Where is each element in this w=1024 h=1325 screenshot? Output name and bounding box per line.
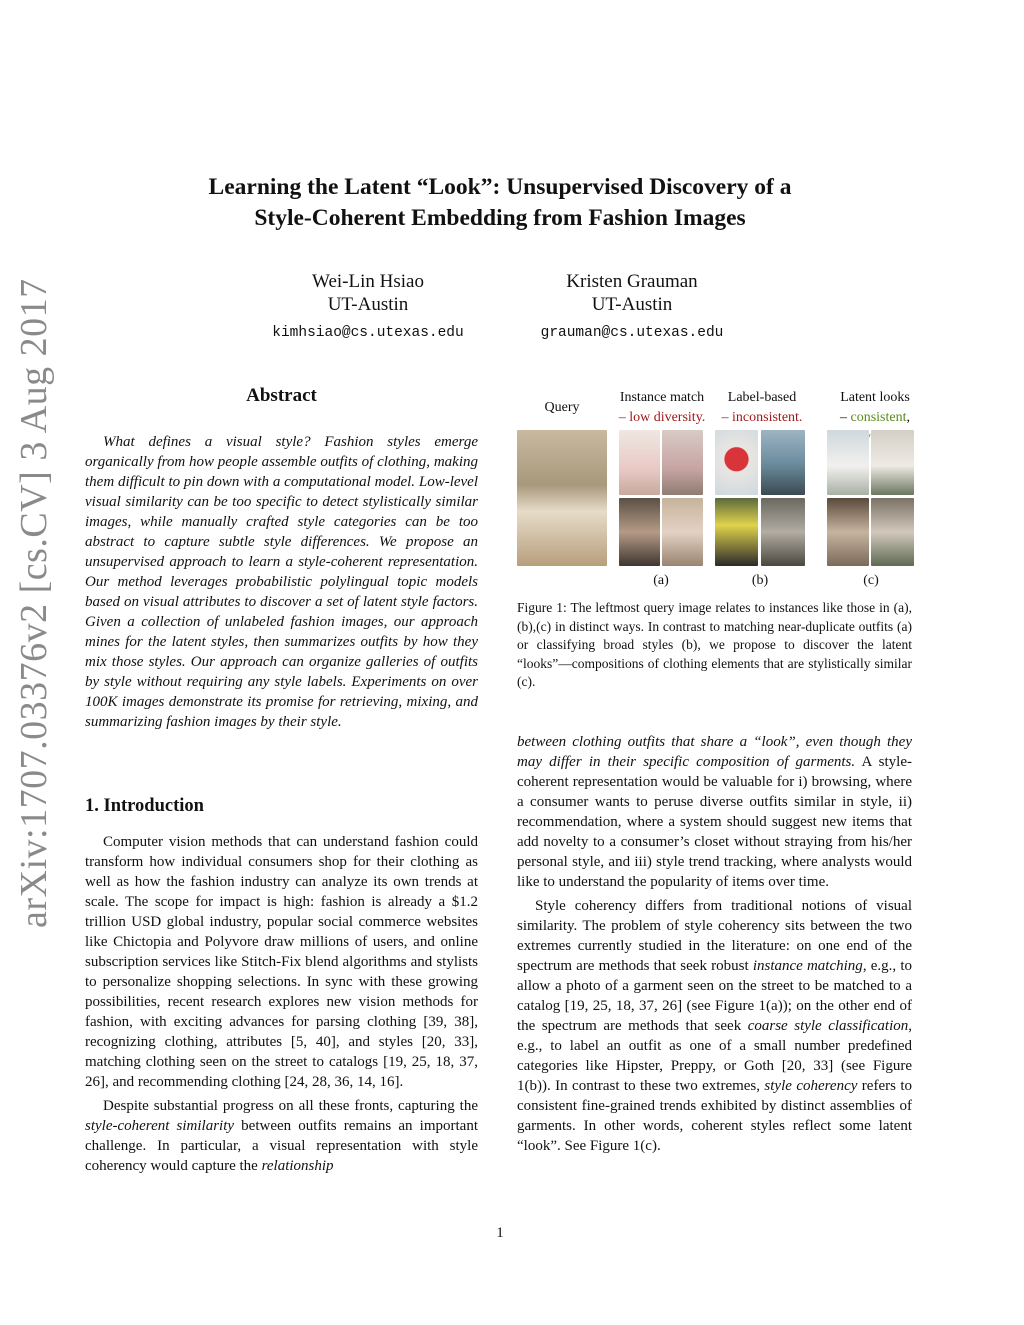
abstract-heading: Abstract bbox=[246, 385, 317, 406]
label-based-image bbox=[715, 430, 758, 495]
paper-title bbox=[0, 172, 1000, 234]
intro-paragraph-3: Style coherency differs from traditional notions of visual similarity. The problem of style coherency sits between the two extremes currently studied in the literature: on one end of the spectrum are methods that seek robust instance matching, e.g., to allow a photo of a garment seen on the street to be matched to a catalog [19, 25, 18, 37, 26] (see Figure 1(a)); on the other end of the spectrum are methods that seek coarse style classification, e.g., to label an outfit as one of a small number predefined categories like Hipster, Preppy, or Goth [20, 33] (see Figure 1(b)). In contrast to these two extremes, style coherency refers to consistent fine-grained trends exhibited by distinct assemblies of garments. In other words, coherent styles reflect some latent “look”. See Figure 1(c). bbox=[517, 898, 913, 1154]
latent-looks-header: Latent looks – consistent, bbox=[840, 390, 910, 425]
latent-look-image bbox=[871, 498, 914, 566]
author-affiliation: UT-Austin bbox=[327, 294, 409, 315]
query-image bbox=[517, 430, 607, 566]
author-email: kimhsiao@cs.utexas.edu bbox=[272, 325, 464, 341]
arxiv-stamp: arXiv:1707.03376v2 [cs.CV] 3 Aug 2017 bbox=[13, 278, 55, 928]
instance-match-header: Instance match – low diversity. bbox=[618, 390, 706, 425]
panel-label-c: (c) bbox=[863, 573, 879, 588]
label-based-header: Label-based – inconsistent. bbox=[721, 390, 803, 425]
author-2 bbox=[502, 270, 762, 345]
intro-right-column bbox=[517, 732, 912, 1156]
label-based-image bbox=[761, 498, 805, 566]
label-based-image bbox=[761, 430, 805, 495]
latent-look-image bbox=[827, 498, 869, 566]
intro-left-column bbox=[85, 832, 478, 1176]
author-affiliation: UT-Austin bbox=[591, 294, 673, 315]
instance-image bbox=[619, 498, 660, 566]
abstract-text: What defines a visual style? Fashion styles emerge organically from how people assemble outfits of clothing, making them difficult to pin down with a computational model. Low-level visual similarity can be too specific to detect stylistically similar images, while manually crafted style categories can be too abstract to capture subtle style differences. We propose an unsupervised approach to learn a style-coherent representation. Our method leverages probabilistic polylingual topic models based on visual attributes to discover a set of latent style factors. Given a collection of unlabeled fashion images, our approach mines for the latent styles, then summarizes outfits by how they mix those styles. Our approach can organize galleries of outfits by style without requiring any style labels. Experiments on over 100K images demonstrate its promise for retrieving, mixing, and summarizing fashion images by their style. bbox=[85, 434, 478, 730]
intro-paragraph-1: Computer vision methods that can understand fashion could transform how individual consumers shop for their clothing as well as how the fashion industry can analyze its own trends at scale. The scope for impact is high: fashion is already a $1.2 trillion USD global industry, popular social commerce websites like Chictopia and Polyvore draw millions of users, and online subscription services like Stitch-Fix blend algorithms and stylists to personalize shopping selections. In sync with these growing possibilities, recent research explores new vision methods for fashion, with exciting advances for parsing clothing [39, 38], recognizing clothing, attributes [5, 40], and styles [20, 33], matching clothing seen on the street to catalogs [19, 25, 18, 37, 26], and recommending clothing [24, 28, 36, 14, 16]. bbox=[85, 834, 478, 1090]
figure-1 bbox=[515, 388, 929, 598]
title-line-2: Style-Coherent Embedding from Fashion Images bbox=[254, 205, 746, 231]
latent-look-image bbox=[871, 430, 914, 495]
author-1 bbox=[238, 270, 498, 345]
latent-look-image bbox=[827, 430, 869, 495]
page-number: 1 bbox=[496, 1225, 504, 1241]
figure-caption: Figure 1: The leftmost query image relates to instances like those in (a),(b),(c) in distinct ways. In contrast to matching near-duplicate outfits (a) or classifying broad styles (b), we propose to discover the latent “looks”—compositions of clothing elements that are stylistically similar (c). bbox=[517, 600, 912, 689]
query-label: Query bbox=[544, 400, 580, 415]
title-line-1: Learning the Latent “Look”: Unsupervised Discovery of a bbox=[208, 174, 792, 200]
introduction-heading: 1. Introduction bbox=[85, 796, 204, 816]
author-name: Wei-Lin Hsiao bbox=[312, 271, 424, 292]
instance-image bbox=[662, 430, 703, 495]
author-email: grauman@cs.utexas.edu bbox=[540, 325, 724, 341]
label-based-image bbox=[715, 498, 758, 566]
intro-paragraph-2: Despite substantial progress on all these fronts, capturing the style-coherent similarity between outfits remains an important challenge. In particular, a visual representation with style coherency would capture the relationship bbox=[85, 1098, 478, 1174]
intro-paragraph-continued: between clothing outfits that share a “look”, even though they may differ in their specific composition of garments. A style-coherent representation would be valuable for i) browsing, where a consumer wants to peruse diverse outfits similar in style, ii) recommendation, where a system should suggest new items that add novelty to a consumer’s closet without straying from his/her personal style, and iii) style trend tracking, where analysts would like to understand the popularity of items over time. bbox=[517, 734, 912, 890]
instance-image bbox=[619, 430, 660, 495]
panel-label-a: (a) bbox=[653, 573, 669, 588]
author-name: Kristen Grauman bbox=[566, 271, 698, 292]
panel-label-b: (b) bbox=[751, 573, 769, 588]
instance-image bbox=[662, 498, 703, 566]
